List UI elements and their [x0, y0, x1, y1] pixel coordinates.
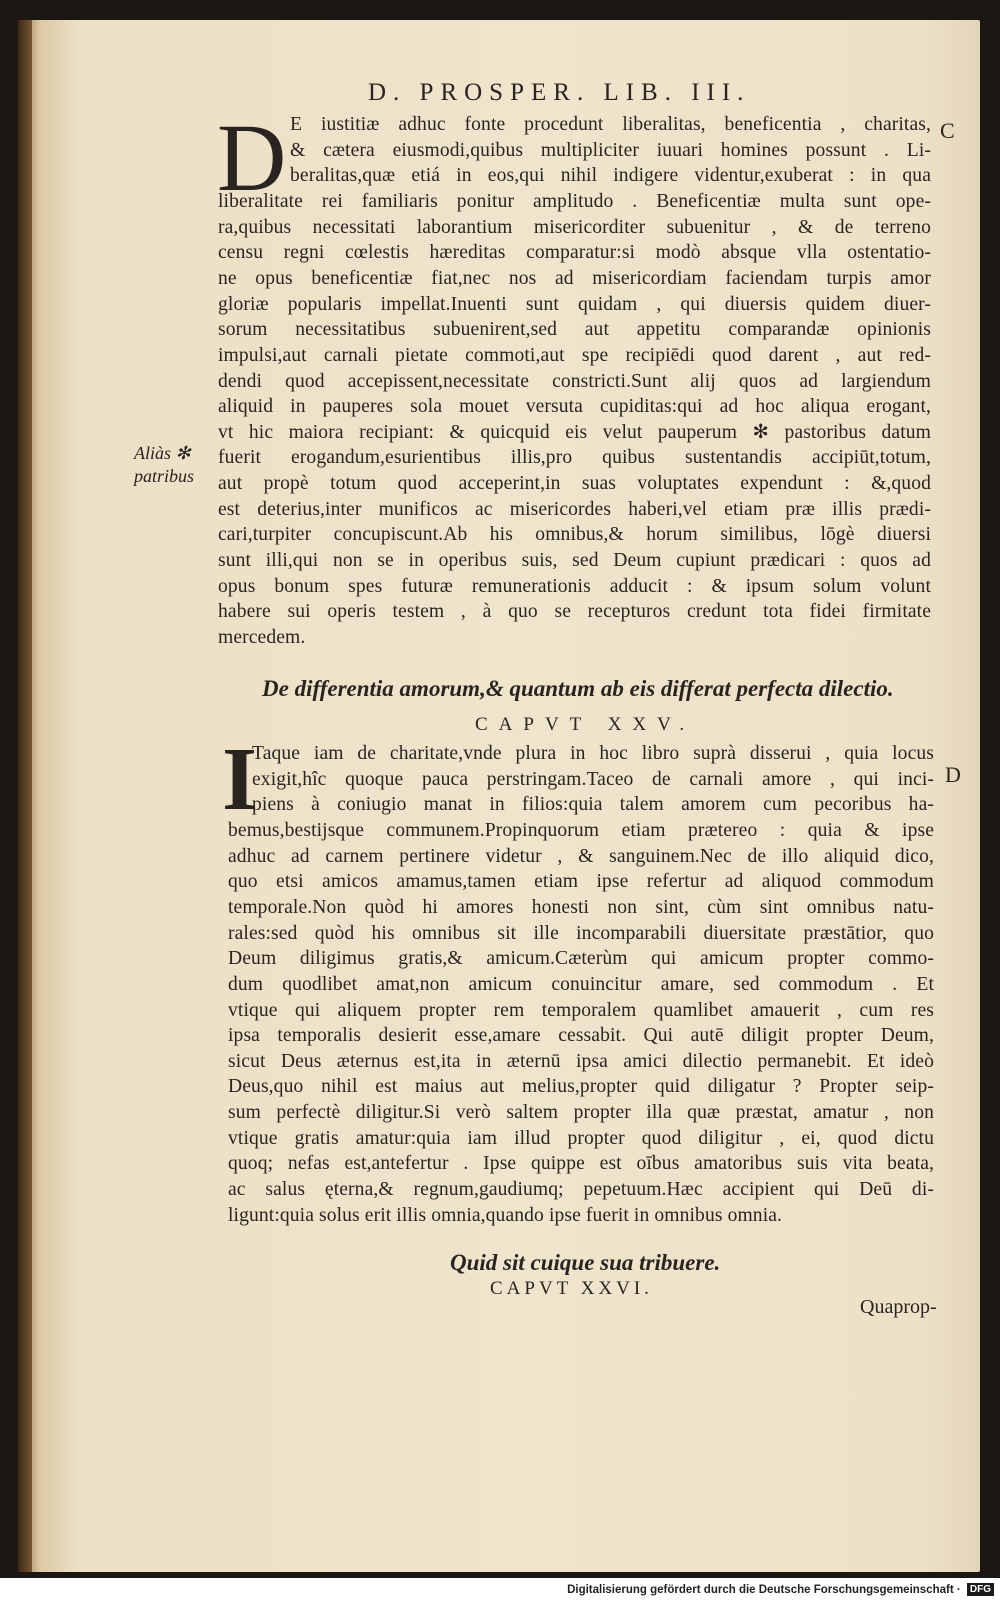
text-line: adhuc ad carnem pertinere videtur , & sanguinem.Nec de illo aliquid dico,	[228, 845, 934, 867]
text-line: opus bonum spes futuræ remunerationis adducit : & ipsum solum volunt	[218, 575, 931, 597]
margin-note-line1: Aliàs ✻	[134, 443, 191, 463]
text-line: impulsi,aut carnali pietate commoti,aut spe recipiēdi quod darent , aut red-	[218, 344, 931, 366]
text-line: vtique gratis amatur:quia iam illud propter quod diligitur , ei, quod dictu	[228, 1127, 934, 1149]
chapter-26-number: CAPVT XXVI.	[490, 1278, 653, 1299]
text-line: mercedem.	[218, 627, 306, 648]
margin-note-line2: patribus	[134, 466, 195, 486]
text-line: sum perfectè diligitur.Si verò saltem propter illa quæ præstat, amatur , non	[228, 1102, 934, 1124]
text-line: ra,quibus necessitati laborantium misericorditer subuenitur , & de terreno	[218, 216, 931, 238]
text-line: quoq; nefas est,antefertur . Ipse quippe est oībus amatoribus suis vita beata,	[228, 1153, 934, 1175]
text-line: vtique qui aliquem propter rem temporalem quamlibet amauerit , cum res	[228, 999, 934, 1021]
text-line: Taque iam de charitate,vnde plura in hoc libro suprà disserui , quia locus	[252, 743, 934, 764]
text-line: & cætera eiusmodi,quibus multipliciter iuuari homines possunt . Li-	[290, 139, 931, 161]
text-line: aut propè totum quod acceperint,in suas voluptates expendunt : &,quod	[218, 473, 931, 495]
dfg-logo: DFG	[967, 1583, 994, 1596]
page-gutter	[18, 20, 32, 1572]
catchword: Quaprop-	[860, 1296, 937, 1318]
text-line: habere sui operis testem , à quo se recepturos credunt tota fidei firmitate	[218, 601, 931, 623]
text-line: rales:sed quòd his omnibus sit ille incomparabili diuersitate præstātior, quo	[228, 922, 934, 944]
text-line: ipsa temporalis desierit esse,amare cessabit. Qui autē diligit propter Deum,	[228, 1025, 934, 1047]
text-line: dendi quod accepissent,necessitate constricti.Sunt alij quos ad largiendum	[218, 370, 931, 392]
edge-letter-d: D	[945, 762, 961, 787]
text-line: censu regni cœlestis hæreditas comparatur:si modò absque vlla ostentatio-	[218, 242, 931, 264]
text-line: aliquid in pauperes sola mouet versuta cupiditas:qui ad hoc aliqua erogant,	[218, 396, 931, 418]
text-line: cari,turpiter concupiscunt.Ab his omnibus,& horum similibus, lōgè diuersi	[218, 524, 931, 546]
text-line: sorum necessitatibus subuenirent,sed aut appetitu comparandæ opinionis	[218, 319, 931, 341]
text-line: exigit,hîc quoque pauca perstringam.Taceo de carnali amore , qui inci-	[252, 768, 934, 790]
footer-bar	[0, 1578, 1000, 1603]
text-line: sunt illi,qui non se in operibus suis, sed Deum cupiunt prædicari : quos ad	[218, 550, 931, 572]
text-line: dum quodlibet amat,non amicum conuincitur amare, sed commodum . Et	[228, 973, 934, 995]
chapter-26-title: Quid sit cuique sua tribuere.	[450, 1250, 721, 1275]
dropcap-d: D	[217, 104, 287, 211]
text-line: est deterius,inter munificos ac misericordes haberi,vel etiam præ illis prædi-	[218, 498, 931, 520]
text-line: temporale.Non quòd hi amores honesti non sint, cùm sint omnibus natu-	[228, 896, 934, 918]
footer-text: Digitalisierung gefördert durch die Deutsche Forschungsgemeinschaft ·	[567, 1584, 961, 1596]
text-line: liberalitate rei familiaris ponitur amplitudo . Beneficentiæ multa sunt ope-	[218, 190, 931, 212]
text-line: E iustitiæ adhuc fonte procedunt liberalitas, beneficentia , charitas,	[290, 114, 931, 135]
text-line: gloriæ popularis impellat.Inuenti sunt quidam , qui diuersis quidem diuer-	[218, 293, 931, 315]
text-line: Deus,quo nihil est maius aut melius,propter quid diligatur ? Propter seip-	[228, 1076, 934, 1098]
text-line: fuerit erogandum,esurientibus illis,pro quibus sustentandis accipiūt,totum,	[218, 447, 931, 469]
text-line: beralitas,quæ etiá in eos,qui nihil indigere videntur,exuberat : in qua	[290, 165, 931, 187]
running-head: D. PROSPER. LIB. III.	[368, 79, 751, 106]
chapter-25-number: CAPVT XXV.	[475, 714, 696, 735]
text-line: bemus,bestijsque communem.Propinquorum etiam prætereo : quia & ipse	[228, 819, 934, 841]
text-line: ne opus beneficentiæ fiat,nec nos ad misericordiam faciendam turpis amor	[218, 267, 931, 289]
edge-letter-c: C	[940, 118, 955, 143]
text-line: vt hic maiora recipiant: & quicquid eis velut pauperum ✻ pastoribus datum	[218, 421, 931, 443]
dropcap-i: I	[222, 730, 258, 829]
text-line: sicut Deus æternus est,ita in æternū ipsa amici dilectio permanebit. Et ideò	[228, 1050, 934, 1072]
text-line: ac salus ęterna,& regnum,gaudiumq; pepetuum.Hæc accipient qui Deū di-	[228, 1179, 934, 1201]
text-line: Deum diligimus gratis,& amicum.Cæterùm qui amicum propter commo-	[228, 948, 934, 970]
text-line: ligunt:quia solus erit illis omnia,quando ipse fuerit in omnibus omnia.	[228, 1204, 783, 1226]
text-line: quo etsi amicos amamus,tamen etiam ipse refertur ad aliquod commodum	[228, 871, 934, 893]
chapter-25-title: De differentia amorum,& quantum ab eis differat perfecta dilectio.	[262, 676, 894, 701]
text-line: piens à coniugio manat in filios:quia talem amorem cum pecoribus ha-	[252, 794, 934, 816]
